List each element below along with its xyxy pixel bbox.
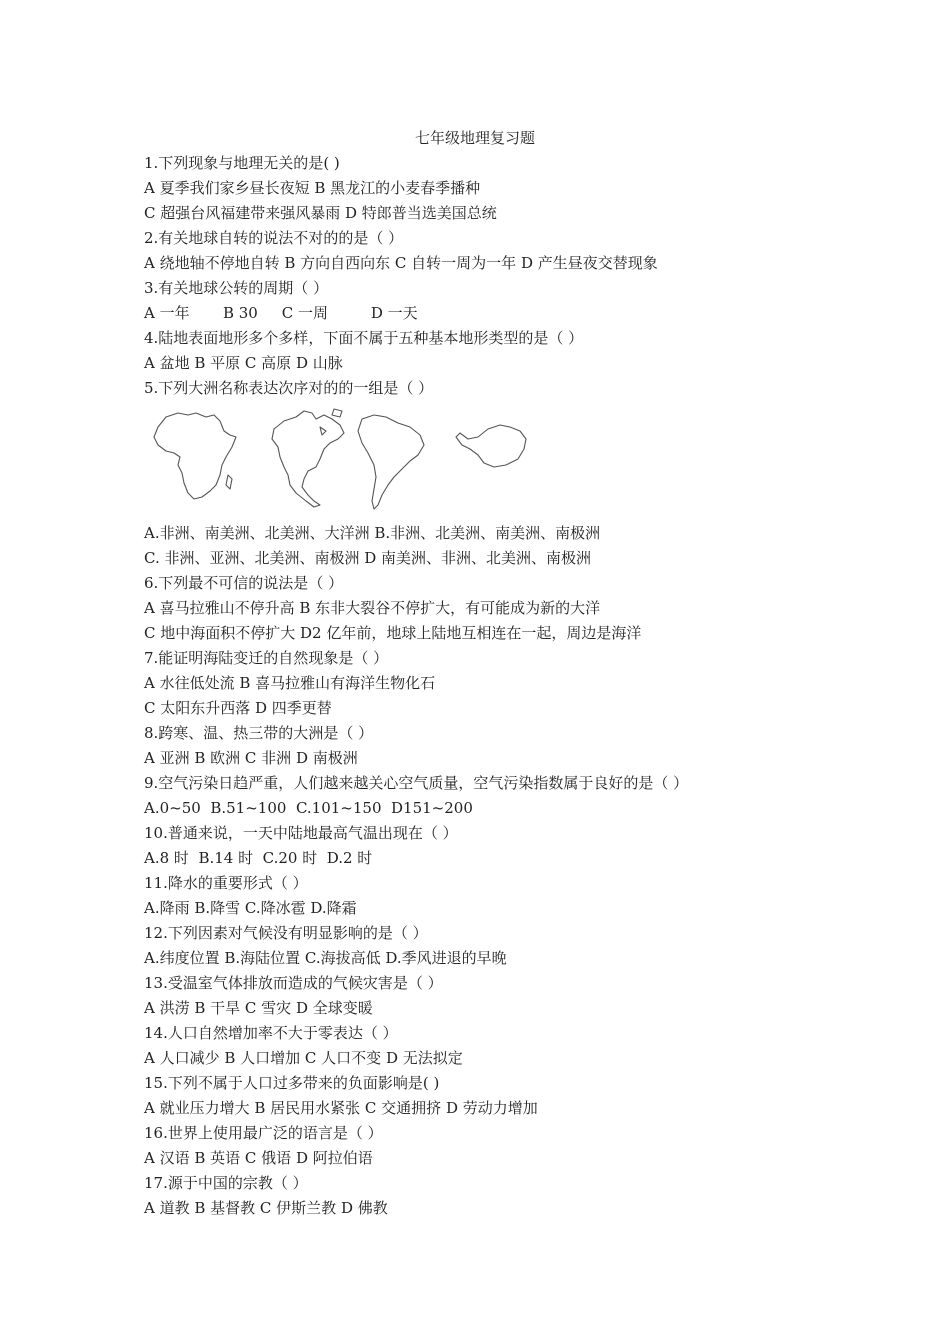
question-15: 15.下列不属于人口过多带来的负面影响是( ) — [144, 1074, 440, 1092]
africa-outline-icon — [154, 413, 236, 499]
question-4: 4.陆地表面地形多个多样，下面不属于五种基本地形类型的是（ ） — [144, 329, 584, 347]
question-6-options-c-d: C 地中海面积不停扩大 D2 亿年前，地球上陆地互相连在一起，周边是海洋 — [144, 624, 642, 642]
question-5-options-a-b: A.非洲、南美洲、北美洲、大洋洲 B.非洲、北美洲、南美洲、南极洲 — [144, 524, 601, 542]
question-6-options-a-b: A 喜马拉雅山不停升高 B 东非大裂谷不停扩大，有可能成为新的大洋 — [144, 599, 601, 617]
question-3-options: A 一年 B 30 C 一周 D 一天 — [144, 304, 418, 322]
question-1-options-c-d: C 超强台风福建带来强风暴雨 D 特郎普当选美国总统 — [144, 204, 497, 222]
question-5-options-c-d: C. 非洲、亚洲、北美洲、南极洲 D 南美洲、非洲、北美洲、南极洲 — [144, 549, 592, 567]
question-14: 14.人口自然增加率不大于零表达（ ） — [144, 1024, 398, 1042]
question-17: 17.源于中国的宗教（ ） — [144, 1174, 308, 1192]
question-3: 3.有关地球公转的周期（ ） — [144, 279, 329, 297]
question-12: 12.下列因素对气候没有明显影响的是（ ） — [144, 924, 428, 942]
south-america-outline-icon — [358, 415, 424, 509]
question-13-options: A 洪涝 B 干旱 C 雪灾 D 全球变暖 — [144, 999, 373, 1017]
question-11-options: A.降雨 B.降雪 C.降冰雹 D.降霜 — [144, 899, 357, 917]
question-10: 10.普通来说，一天中陆地最高气温出现在（ ） — [144, 824, 458, 842]
question-7-options-a-b: A 水往低处流 B 喜马拉雅山有海洋生物化石 — [144, 674, 436, 692]
question-4-options: A 盆地 B 平原 C 高原 D 山脉 — [144, 354, 343, 372]
question-17-options: A 道教 B 基督教 C 伊斯兰教 D 佛教 — [144, 1199, 388, 1217]
antarctica-outline-icon — [456, 425, 526, 467]
question-8-options: A 亚洲 B 欧洲 C 非洲 D 南极洲 — [144, 749, 358, 767]
question-2: 2.有关地球自转的说法不对的的是（ ） — [144, 229, 404, 247]
question-2-options: A 绕地轴不停地自转 B 方向自西向东 C 自转一周为一年 D 产生昼夜交替现象 — [144, 254, 658, 272]
question-7-options-c-d: C 太阳东升西落 D 四季更替 — [144, 699, 332, 717]
question-1-options-a-b: A 夏季我们家乡昼长夜短 B 黑龙江的小麦春季播种 — [144, 179, 481, 197]
question-16-options: A 汉语 B 英语 C 俄语 D 阿拉伯语 — [144, 1149, 373, 1167]
question-list — [144, 151, 824, 1221]
question-9: 9.空气污染日趋严重，人们越来越关心空气质量，空气污染指数属于良好的是（ ） — [144, 774, 689, 792]
question-9-options: A.0~50 B.51~100 C.101~150 D151~200 — [144, 799, 473, 817]
question-16: 16.世界上使用最广泛的语言是（ ） — [144, 1124, 383, 1142]
question-13: 13.受温室气体排放而造成的气候灾害是（ ） — [144, 974, 443, 992]
question-12-options: A.纬度位置 B.海陆位置 C.海拔高低 D.季风进退的早晚 — [144, 949, 507, 967]
document-title: 七年级地理复习题 — [414, 129, 535, 147]
question-7: 7.能证明海陆变迁的自然现象是（ ） — [144, 649, 389, 667]
north-america-outline-icon — [272, 409, 344, 507]
question-10-options: A.8 时 B.14 时 C.20 时 D.2 时 — [144, 849, 373, 867]
question-11: 11.降水的重要形式（ ） — [144, 874, 308, 892]
continent-outlines-svg — [144, 405, 544, 517]
question-8: 8.跨寒、温、热三带的大洲是（ ） — [144, 724, 374, 742]
question-14-options: A 人口减少 B 人口增加 C 人口不变 D 无法拟定 — [144, 1049, 463, 1067]
continent-outlines-figure — [144, 401, 824, 521]
question-5: 5.下列大洲名称表达次序对的的一组是（ ） — [144, 379, 434, 397]
question-15-options: A 就业压力增大 B 居民用水紧张 C 交通拥挤 D 劳动力增加 — [144, 1099, 538, 1117]
question-1: 1.下列现象与地理无关的是( ) — [144, 154, 340, 172]
question-6: 6.下列最不可信的说法是（ ） — [144, 574, 344, 592]
